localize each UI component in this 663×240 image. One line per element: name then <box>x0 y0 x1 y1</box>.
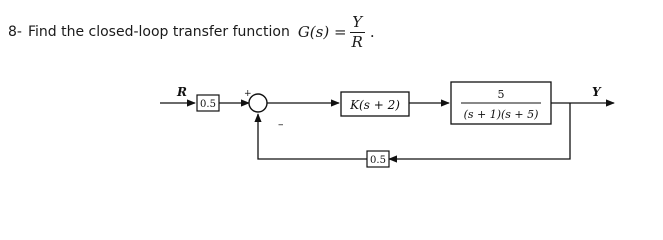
summing-junction <box>249 94 267 112</box>
summing-plus-sign: + <box>244 89 252 99</box>
plant-numerator: 5 <box>497 88 505 101</box>
fraction-numerator: Y <box>352 12 363 31</box>
summing-minus-sign: – <box>278 118 284 131</box>
controller-label: K(s + 2) <box>350 98 400 112</box>
period: . <box>369 23 375 41</box>
question-number: 8- <box>8 24 22 40</box>
fraction-denominator: R <box>351 32 363 51</box>
plant-denominator: (s + 1)(s + 5) <box>463 108 539 121</box>
question-text: Find the closed-loop transfer function <box>27 24 290 40</box>
lhs-expression: G(s) = <box>297 23 347 41</box>
prefilter-gain-label: 0.5 <box>200 99 216 110</box>
feedback-return-line <box>258 114 367 159</box>
output-label: Y <box>592 85 601 99</box>
input-label: R <box>177 85 187 99</box>
feedback-gain-label: 0.5 <box>370 155 386 166</box>
